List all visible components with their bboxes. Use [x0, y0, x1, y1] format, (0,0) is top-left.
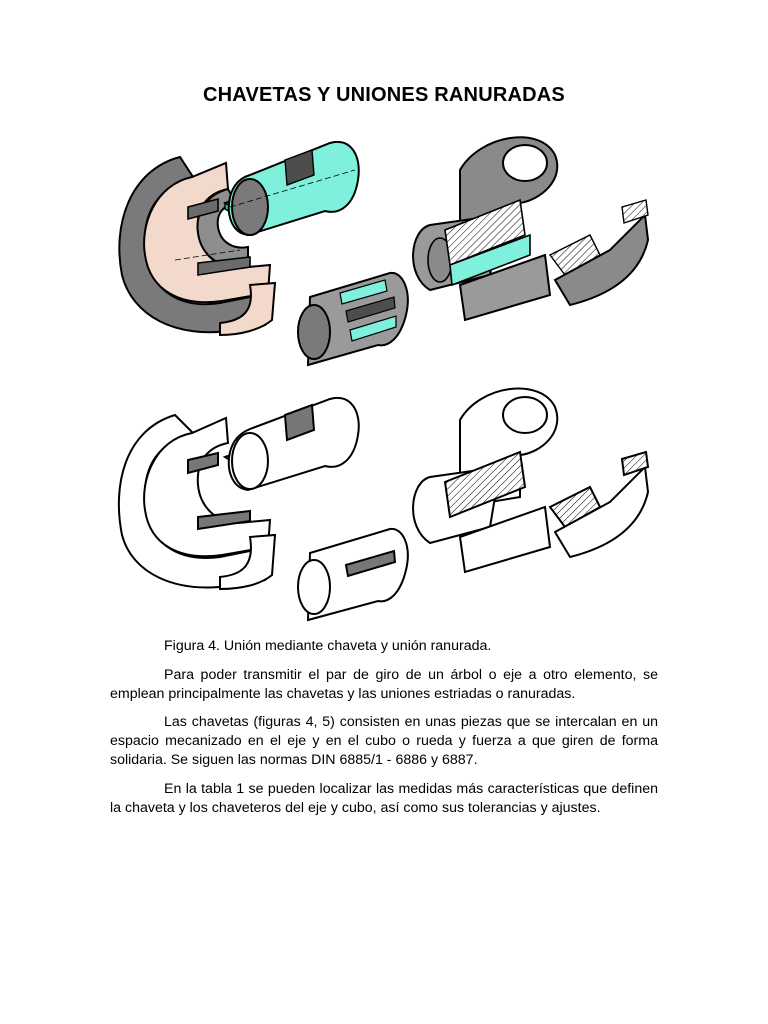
splined-shaft-gray — [298, 273, 408, 365]
paragraph-2: Las chavetas (figuras 4, 5) consisten en unas piezas que se intercalan en un espacio mecanizado en el eje y en el cubo o rueda y fuerza a que giren de forma solidaria. Se siguen las normas DIN 6885/1 - 6886 y 6887. — [110, 714, 658, 768]
figure-4-illustration — [100, 115, 670, 625]
figure-4 — [100, 115, 670, 625]
figure-caption: Figura 4. Unión mediante chaveta y unión ranurada. — [164, 638, 492, 654]
outline-sectioned-hub — [413, 388, 648, 572]
outline-keyed-hub-assembly — [119, 398, 408, 620]
paragraph-1: Para poder transmitir el par de giro de un árbol o eje a otro elemento, se emplean principalmente las chavetas y las uniones estriadas o ranuradas. — [110, 667, 658, 702]
gray-sectioned-hub — [413, 137, 648, 320]
page-title: CHAVETAS Y UNIONES RANURADAS — [203, 84, 565, 106]
paragraph-3: En la tabla 1 se pueden localizar las medidas más características que definen la chaveta y los chaveteros del eje y cubo, así como sus tolerancias y ajustes. — [110, 781, 658, 816]
